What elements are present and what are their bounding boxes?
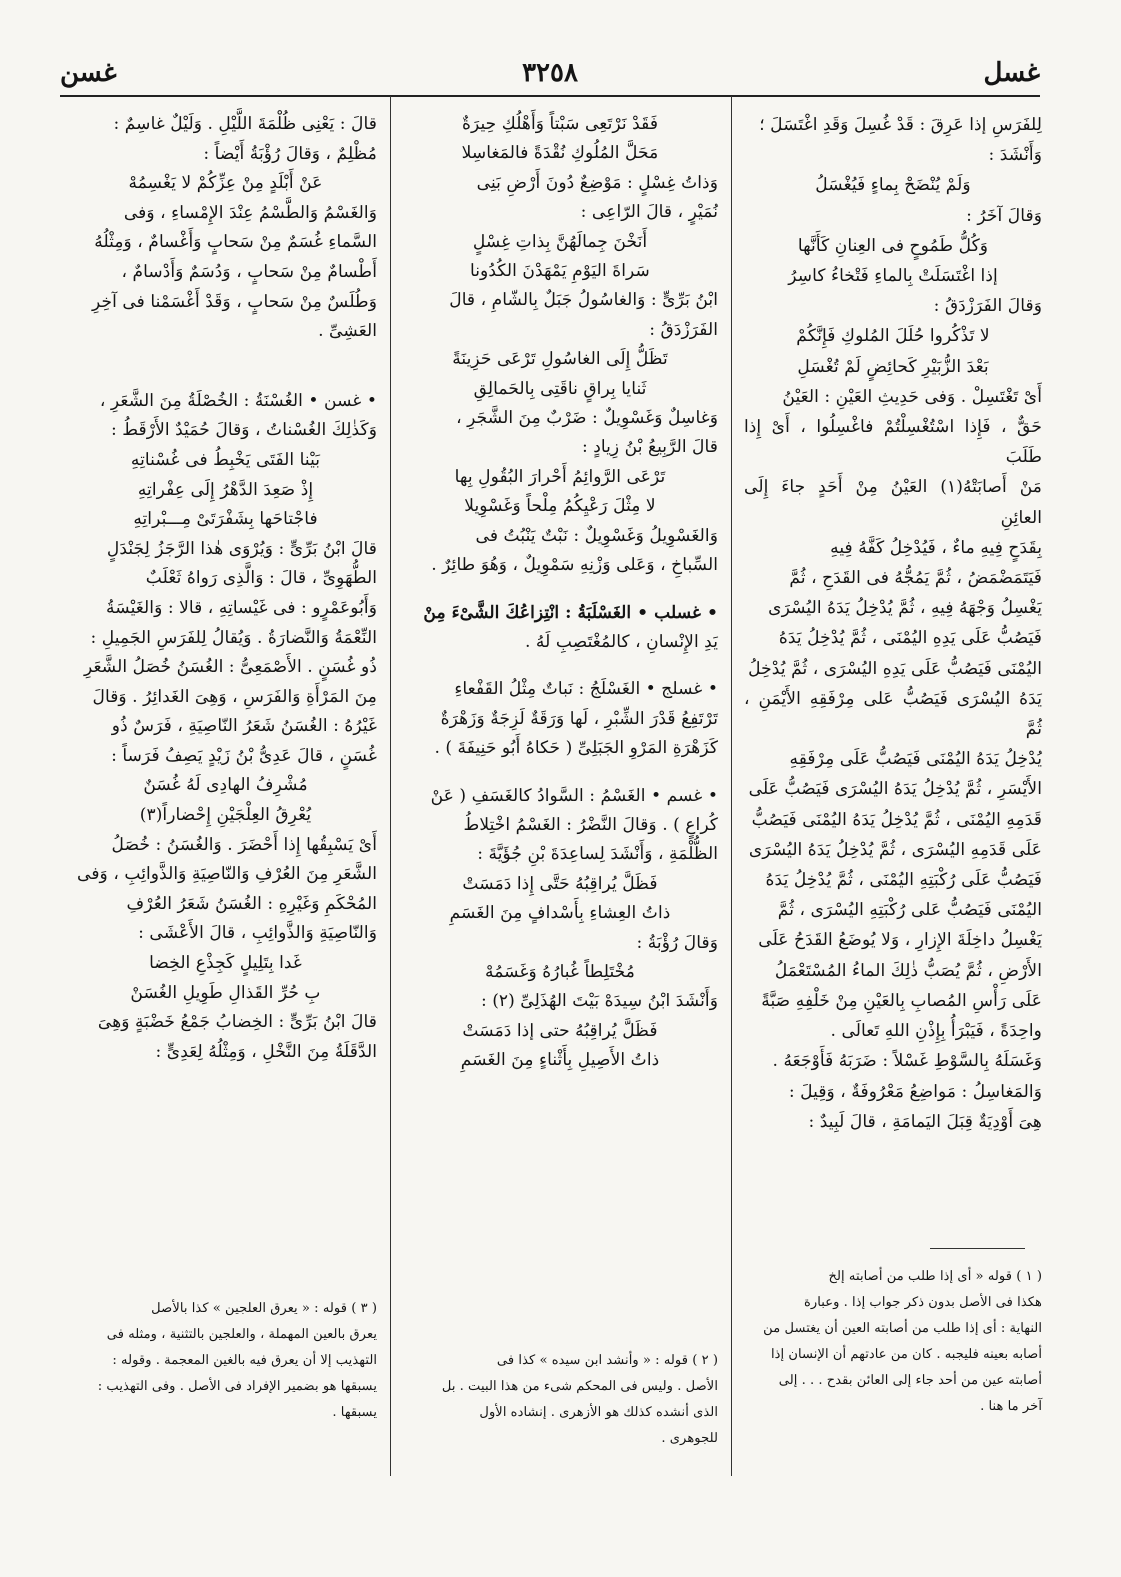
text-line: يَدِ الإِنْسانِ ، كالمُغْتَصِبِ لَهُ .: [525, 631, 718, 652]
text-line: اليُمْنَى فَيَصُبُّ عَلَى يَدِهِ اليُسْرَى ، ثُمَّ يُدْخِلُ: [748, 658, 1042, 679]
verse-line: سَراةَ اليَوْمِ يَمْهَدْنَ الكُدُونا: [470, 261, 650, 282]
text-line: الأَرْضِ ، ثُمَّ يُصَبُّ ذٰلِكَ الماءُ المُسْتَعْمَلُ: [774, 960, 1042, 981]
text-line: قالَ الرَّبِيعُ بْنُ زِيادٍ :: [581, 437, 718, 458]
text-line: حَقٌّ ، فَإِذا اسْتُغْسِلْتُمْ فاغْسِلُوا ، أَىْ إِذا طَلَبَ: [744, 417, 1042, 468]
text-line: وَطُلَسٌ مِنْ سَحابٍ ، وَقَدْ أَغْسَمْنا فى آخِرِ: [92, 291, 377, 312]
text-line: وَقالَ الفَرَزْدَقُ :: [933, 296, 1042, 317]
text-line: كُراعٍ ) . وَقالَ النَّضْرُ : الغَسْمُ اخْتِلاطُ: [463, 814, 718, 835]
text-line: قالَ : يَعْنِى ظُلْمَةَ اللَّيْلِ . وَلَيْلٌ غاسِمٌ :: [113, 114, 377, 134]
text-line: النِّعْمَةُ وَالنَّضارَةُ . وَيُقالُ لِلفَرَسِ الجَمِيلِ :: [90, 627, 377, 648]
text-line: مِنَ المَرْأَةِ وَالفَرَسِ ، وَهِىَ الغَدائِرُ . وَقالَ: [92, 686, 377, 707]
text-line: أَىْ يَسْبِقُها إِذا أَحْضَرَ . وَالغُسَنُ : خُصَلُ: [111, 834, 377, 855]
column-divider-left: [390, 96, 391, 1476]
footnote-line: يسبقها .: [332, 1405, 377, 1420]
footnote-line: للجوهرى .: [661, 1431, 718, 1446]
text-line: مَنْ أَصابَتْهُ(١) العَيْنُ مِنْ أَحَدٍ جاءَ إِلَى العائِنِ: [744, 477, 1042, 528]
text-line: تَرْتَفِعُ قَدْرَ الشِّبْرِ ، لَها وَرَقَةٌ لَزِجَةٌ وَزَهْرَةٌ: [440, 708, 718, 729]
text-line: وَأَنْشَدَ :: [988, 145, 1042, 166]
verse-line: مَحَلَّ المُلُوكِ نُقْدَةً فالمَغاسِلا: [461, 143, 659, 164]
text-line: وَالمَغاسِلُ : مَواضِعُ مَعْرُوفَةٌ ، وَقِيلَ :: [788, 1081, 1042, 1102]
page-header: [60, 58, 1040, 94]
text-line: السِّباخِ ، وَعَلى وَزْنِهِ سَمْوِيلٌ ، وَهُوَ طائِرٌ .: [431, 555, 718, 576]
verse-line: بَيْنا الفَتَى يَخْبِطُ فى غُسْناتِهِ: [130, 449, 321, 470]
text-line: وَأَنْشَدَ ابْنُ سِيدَهْ بَيْتَ الهُذَلِىِّ (٢) :: [480, 991, 718, 1012]
entry-ghslb: • غسلب • الغَسْلَبَةُ : انْتِزاعُكَ الشَّىْءَ مِنْ: [423, 602, 718, 623]
column-left: [74, 110, 377, 1067]
text-line: غُسَنٍ ، قالَ عَدِىُّ بْنُ زَيْدٍ يَصِفُ فَرَساً :: [111, 745, 377, 766]
footnote-line: آخر ما هنا .: [980, 1399, 1042, 1414]
verse-line: ذاتُ العِشاءِ بِأَسْدافٍ مِنَ الغَسَمِ: [449, 903, 671, 924]
footnote-line: أصابته عين من أحد جاء إلى العائن بقدح . . . إلى: [778, 1373, 1042, 1388]
verse-line: إِذْ صَعِدَ الدَّهْرُ إِلَى عِفْراتِهِ: [137, 479, 314, 500]
text-line: عَلَى قَدَمِهِ اليُسْرَى ، ثُمَّ يُدْخِلُ يَدَهُ اليُسْرَى: [748, 839, 1042, 860]
footnote-line: أصابه بعينه فليجبه . كان من عادتهم أن الإنسان إذا: [770, 1347, 1042, 1362]
footnote-line: يسبقها هو بضمير الإفراد فى الأصل . وفى التهذيب :: [97, 1379, 377, 1394]
footnote-left: [74, 1296, 377, 1426]
entry-ghsn: • غسن • الغُسْنَةُ : الخُصْلَةُ مِنَ الشَّعَرِ ،: [99, 390, 377, 411]
text-line: يُدْخِلُ يَدَهُ اليُمْنَى فَيَصُبُّ عَلَى مِرْفَقِهِ: [789, 749, 1042, 770]
verse-line: أَنَخْنَ جِمالَهُنَّ بِذاتِ غِسْلٍ: [472, 231, 648, 252]
footnote-line: ( ١ ) قوله « أى إذا طلب من أصابته إلخ: [828, 1269, 1042, 1284]
text-line: فَيَتَمَضْمَضُ ، ثُمَّ يَمُجُّهُ فى القَدَحِ ، ثُمَّ: [789, 568, 1042, 589]
text-line: قالَ ابْنُ بَرِّىٍّ : الخِضابُ جَمْعُ خَضْبَةٍ وَهِىَ: [97, 1012, 377, 1033]
verse-line: ثَنايا بِراقٍ ناقَتِى بِالحَمالِقِ: [473, 378, 647, 399]
text-line: يَدَهُ اليُسْرَى فَيَصُبُّ عَلى مِرْفَقِهِ الأَيْمَنِ ، ثُمَّ: [744, 688, 1042, 740]
header-rule: [60, 95, 1040, 97]
text-line: يَغْسِلُ داخِلَةَ الإِزارِ ، وَلا يُوضَعُ القَدَحُ عَلَى: [758, 930, 1042, 951]
text-line: أَىْ تَغْتَسِلْ . وَفى حَدِيثِ العَيْنِ : العَيْنُ: [782, 386, 1042, 407]
text-line: قالَ ابْنُ بَرِّىٍّ : وَيُرْوَى هٰذا الرَّجَزُ لِجَنْدَلٍ: [106, 538, 377, 559]
headword-right: غسل: [983, 58, 1040, 88]
verse-line: إذا اغْتَسَلَتْ بِالماءِ فَتْخاءُ كاسِرُ: [788, 266, 998, 287]
verse-line: بِ حُرِّ القَذالِ طَوِيلِ الغُسَنْ: [130, 982, 321, 1003]
column-right: [744, 110, 1042, 1137]
text-line: هِىَ أَوْدِيَةٌ قِبَلَ اليَمامَةِ ، قالَ لَبِيدٌ :: [808, 1111, 1042, 1132]
text-line: قَدَمِهِ اليُمْنَى ، ثُمَّ يُدْخِلُ يَدَهُ اليُمْنَى فَيَصُبُّ: [751, 809, 1042, 830]
footnote-line: ( ٣ ) قوله : « يعرق العلجين » كذا بالأصل: [151, 1301, 377, 1316]
text-line: عَلَى رَأْسِ المُصابِ بِالعَيْنِ مِنْ خَلْفِهِ صَبَّةً: [761, 990, 1042, 1011]
text-line: الظُّلْمَةِ ، وَأَنْشَدَ لِساعِدَةَ بْنِ جُؤَيَّةَ :: [477, 844, 718, 865]
entry-ghsm: • غسم • الغَسْمُ : السَّوادُ كالغَسَفِ ( عَنْ: [430, 785, 718, 806]
text-line: فَيَصُبُّ عَلَى رُكْبَتِهِ اليُمْنَى ، ثُمَّ يُدْخِلُ يَدَهُ: [765, 870, 1042, 891]
text-line: وَالغَسْمُ وَالطَّسْمُ عِنْدَ الإِمْساءِ ، وَفى: [123, 202, 377, 223]
verse-line: فَقَدْ نَرْتَعِى سَبْتاً وَأَهْلُكِ حِيرَةٌ: [461, 114, 659, 134]
page-number: ٣٢٥٨: [522, 58, 578, 88]
footnote-right: [744, 1264, 1042, 1420]
text-line: وَغاسِلٌ وَغَسْوِيلٌ : ضَرْبٌ مِنَ الشَّجَرِ ،: [456, 408, 718, 429]
footnote-rule-right: [930, 1248, 1025, 1249]
text-line: وَغَسَلَهُ بِالسَّوْطِ غَسْلاً : ضَرَبَهُ فَأَوْجَعَهُ .: [772, 1051, 1042, 1072]
verse-line: عَنْ أَبْلَدٍ مِنْ عِزِّكُمْ لا يَغْسِمُهْ: [128, 173, 323, 194]
footnote-line: التهذيب إلا أن يعرق فيه بالغين المعجمة . وقوله :: [112, 1353, 377, 1368]
headword-left: غسن: [60, 58, 117, 88]
verse-line: تَرْعَى الرَّوائِمُ أَحْرارَ البُقُولِ بِها: [454, 466, 666, 487]
verse-line: غَدا بِتَلِيلٍ كَجِذْعِ الخِضا: [149, 953, 302, 974]
text-line: الأَيْسَرِ ، ثُمَّ يُدْخِلُ يَدَهُ اليُسْرَى فَيَصُبُّ عَلَى: [748, 779, 1042, 800]
footnote-line: ( ٢ ) قوله : « وأنشد ابن سيده » كذا فى: [496, 1353, 718, 1368]
text-line: فَيَصُبُّ عَلَى يَدِهِ اليُمْنَى ، ثُمَّ يُدْخِلُ يَدَهُ: [778, 628, 1042, 649]
text-line: المُحْكَمِ وَغَيْرِهِ : الغُسَنُ شَعَرُ العُرْفِ: [126, 893, 377, 914]
entry-ghslj: • غسلج • الغَسْلَجُ : نَباتٌ مِثْلُ القَفْعاءِ: [454, 679, 718, 700]
text-line: اليُمْنَى فَيَصُبُّ عَلى رُكْبَتِهِ اليُسْرَى ، ثُمَّ: [777, 900, 1042, 921]
verse-line: لا تَذْكُروا حُلَلَ المُلوكِ فَإِنَّكُمْ: [796, 326, 990, 347]
text-line: وَأَبُوعَمْرٍو : فى غَيْساتِهِ ، قالا : وَالغَيْسَةُ: [106, 597, 377, 618]
text-line: يَغْسِلُ وَجْهَهُ فِيهِ ، ثُمَّ يُدْخِلُ يَدَهُ اليُسْرَى: [768, 598, 1042, 619]
footnote-line: الأصل . وليس فى المحكم شىء من هذا البيت . بل: [441, 1379, 718, 1394]
column-middle: [402, 110, 718, 1076]
text-line: نُمَيْرٍ ، قالَ الرّاعِى :: [580, 202, 718, 223]
verse-line: فَظَلَّ يُراقِبُهُ حَتَّى إِذا دَمَسَتْ: [462, 873, 658, 894]
verse-line: بَعْدَ الزُّبَيْرِ كَحائِضٍ لَمْ تُغْسَلِ: [797, 356, 989, 377]
text-line: كَزَهْرَةِ المَرْوِ الجَبَلِىِّ ( حَكاهُ أَبُو حَنِيفَةَ ) .: [434, 738, 718, 759]
verse-line: لا مِثْلَ رَعْيِكُمُ مِلْحاً وَغَسْوِيلا: [464, 496, 656, 517]
verse-line: وَلَمْ يُنْضَحْ بِماءٍ فَيُغْسَلُ: [815, 175, 971, 196]
verse-line: فَظَلَّ يُراقِبُهُ حتى إذا دَمَسَتْ: [462, 1020, 658, 1041]
footnote-line: يعرق بالعين المهملة ، والعلجين بالتثنية ، ومثله فى: [106, 1327, 377, 1342]
text-line: وَقالَ رُؤْبَةُ :: [636, 932, 718, 953]
footnote-middle: [402, 1348, 718, 1452]
verse-line: مُخْتَلِطاً غُبارُهُ وَغَسَمُهْ: [485, 961, 635, 982]
text-line: وَكَذٰلِكَ الغُسْناتُ ، وَقالَ حُمَيْدٌ الأَرْقَطُ :: [110, 420, 377, 441]
text-line: مُظْلِمٌ ، وَقالَ رُؤْبَةُ أَيْضاً :: [203, 143, 377, 164]
footnote-line: هكذا فى الأصل بدون ذكر جواب إذا . وعبارة: [803, 1295, 1042, 1310]
verse-line: مُشْرِفُ الهادِى لَهُ غُسَنٌ: [143, 775, 308, 796]
text-line: وَالغَسْوِيلُ وَغَسْوِيلٌ : نَبْتٌ يَنْبُتُ فى: [475, 525, 718, 546]
column-divider-right: [731, 96, 732, 1476]
text-line: بِقَدَحٍ فِيهِ ماءٌ ، فَيُدْخِلُ كَفَّهُ فِيهِ: [830, 537, 1042, 558]
text-line: وَالنّاصِيَةِ وَالذَّوائِبِ ، قالَ الأَعْشَى :: [138, 923, 377, 944]
text-line: وَقالَ آخَرُ :: [966, 205, 1042, 226]
verse-line: ذاتُ الأَصِيلِ بِأَثْناءٍ مِنَ الغَسَمِ: [460, 1050, 660, 1071]
text-line: السَّماءِ غُسَمٌ مِنْ سَحابٍ وَأَغْسامٌ ، وَمِثْلُهُ: [94, 232, 377, 253]
text-line: الطُّهَوِىِّ ، قالَ : وَالَّذِى رَواهُ ثَعْلَبٌ: [145, 568, 377, 589]
verse-line: يُعْرِقُ العِلْجَيْنِ إِحْضاراً(٣): [139, 805, 312, 826]
text-line: الفَرَزْدَقُ :: [649, 319, 718, 340]
text-line: ابْنُ بَرِّىٍّ : وَالغاسُولُ جَبَلٌ بِالشّامِ ، قالَ: [449, 290, 718, 311]
verse-line: وَكُلُّ طَمُوحٍ فى العِنانِ كَأَنَّها: [797, 235, 989, 256]
verse-line: فاجْتاحَها بِشَفْرَتَىْ مِـــبْراتِهِ: [133, 509, 318, 530]
text-line: العَشِىِّ .: [318, 321, 377, 342]
text-line: الشَّعَرِ مِنَ العُرْفِ وَالنّاصِيَةِ وَالذَّوائِبِ ، وَفى: [77, 864, 377, 885]
text-line: وَذاتُ غِسْلٍ : مَوْضِعٌ دُونَ أَرْضِ بَنِى: [476, 172, 718, 193]
text-line: الدَّقَلَةُ مِنَ النَّخْلِ ، وَمِثْلُهُ لِعَدِىٍّ :: [155, 1041, 377, 1062]
text-line: ذُو غُسَنٍ . الأَصْمَعِىُّ : الغُسَنُ خُصَلُ الشَّعَرِ: [84, 657, 377, 678]
verse-line: تَظَلُّ إِلَى الغاسُولِ تَرْعَى حَزِينَةً: [452, 349, 668, 370]
text-line: لِلفَرَسِ إذا عَرِقَ : قَدْ غُسِلَ وَقَدِ اغْتَسَلَ ؛: [759, 115, 1042, 135]
text-line: واحِدَةً ، فَيَبْرَأُ بِإِذْنِ اللهِ تَعالَى .: [830, 1021, 1042, 1042]
footnote-line: النهاية : أى إذا طلب من أصابته العين أن يغتسل من: [763, 1321, 1042, 1336]
text-line: غَيْرُهُ : الغُسَنُ شَعَرُ النّاصِيَةِ ، فَرَسٌ ذُو: [111, 716, 377, 737]
footnote-line: الذى أنشده كذلك هو الأزهرى . إنشاده الأول: [479, 1405, 718, 1420]
text-line: أَطْسامٌ مِنْ سَحابٍ ، وَدُسَمٌ وَأَدْسامٌ ،: [121, 261, 377, 282]
